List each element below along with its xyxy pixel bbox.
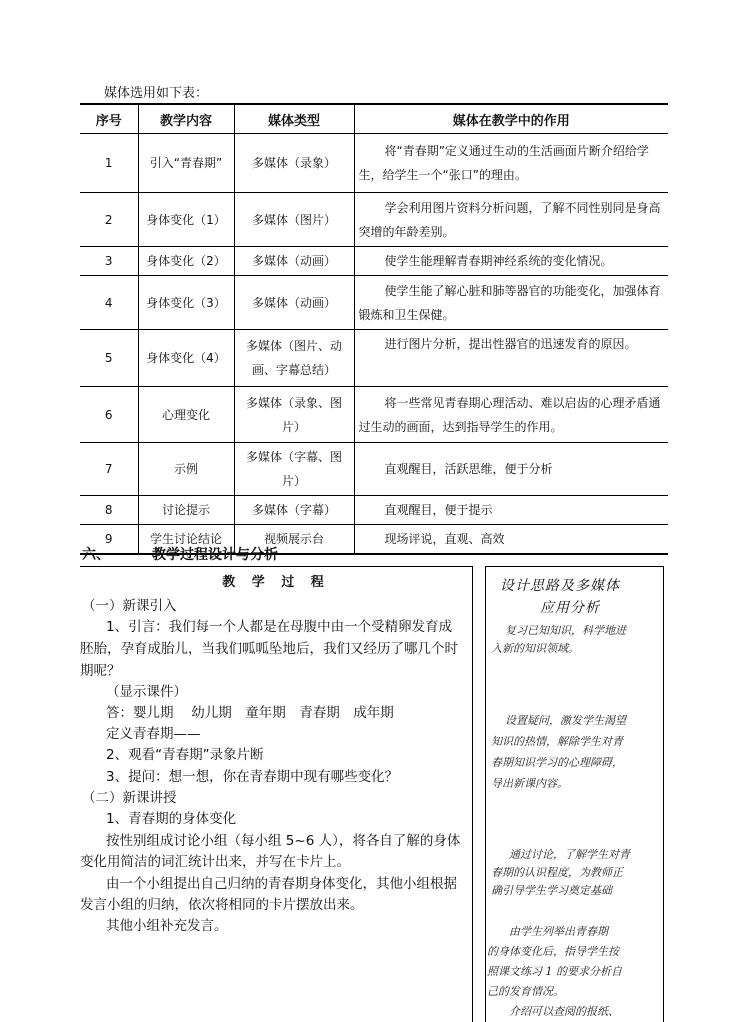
process-line: 1、引言：我们每一个人都是在母腹中由一个受精卵发育成 bbox=[106, 619, 453, 635]
table-row bbox=[80, 193, 668, 247]
table-header-row bbox=[80, 104, 668, 134]
row-no: 9 bbox=[80, 525, 138, 555]
table-row bbox=[80, 247, 668, 276]
process-line: 胚胎，孕育成胎儿，当我们呱呱坠地后，我们又经历了哪几个时 bbox=[80, 641, 458, 657]
analysis-line: 照课文练习 1 的要求分析自 bbox=[487, 965, 622, 978]
row-content: 引入“青春期” bbox=[138, 134, 234, 193]
table-row bbox=[80, 276, 668, 330]
process-line: 2、观看“青春期”录象片断 bbox=[106, 747, 264, 763]
row-role: 将“青春期”定义通过生动的生活画面片断介绍给学生，给学生一个“张口”的理由。 bbox=[354, 134, 668, 193]
row-role: 直观醒目，活跃思维，便于分析 bbox=[354, 443, 668, 496]
row-media: 多媒体（图片、动画、字幕总结） bbox=[234, 330, 354, 387]
analysis-line: 春期的认识程度，为教师正 bbox=[491, 866, 623, 879]
row-role: 将一些常见青春期心理活动、难以启齿的心理矛盾通过生动的画面，达到指导学生的作用。 bbox=[354, 387, 668, 443]
analysis-line: 入新的知识领域。 bbox=[491, 642, 579, 655]
row-content: 讨论提示 bbox=[138, 496, 234, 525]
table-row bbox=[80, 387, 668, 443]
row-content: 身体变化（1） bbox=[138, 193, 234, 247]
analysis-title-line1: 设计思路及多媒体 bbox=[500, 578, 620, 594]
process-line: 按性别组成讨论小组（每小组 5~6 人），将各自了解的身体 bbox=[106, 833, 461, 849]
analysis-line: 导出新课内容。 bbox=[491, 777, 568, 790]
header-media: 媒体类型 bbox=[234, 104, 354, 134]
row-content: 学生讨论结论 bbox=[138, 525, 234, 555]
analysis-line: 知识的热情，解除学生对青 bbox=[491, 735, 623, 748]
process-line: 其他小组补充发言。 bbox=[106, 918, 228, 934]
media-intro: 媒体选用如下表： bbox=[104, 86, 209, 101]
header-no: 序号 bbox=[80, 104, 138, 134]
row-role: 使学生能了解心脏和肺等器官的功能变化，加强体育锻炼和卫生保健。 bbox=[354, 276, 668, 330]
section-heading bbox=[82, 544, 278, 564]
row-content: 身体变化（4） bbox=[138, 330, 234, 387]
row-no: 1 bbox=[80, 134, 138, 193]
row-role: 学会利用图片资料分析问题，了解不同性别同是身高突增的年龄差别。 bbox=[354, 193, 668, 247]
section-number: 六、 bbox=[82, 547, 110, 563]
analysis-line: 由学生列举出青春期 bbox=[509, 925, 608, 938]
analysis-line: 通过讨论，了解学生对青 bbox=[509, 848, 630, 861]
row-content: 示例 bbox=[138, 443, 234, 496]
header-content: 教学内容 bbox=[138, 104, 234, 134]
row-no: 5 bbox=[80, 330, 138, 387]
analysis-line: 的身体变化后，指导学生按 bbox=[487, 945, 619, 958]
process-line: （显示课件） bbox=[106, 684, 187, 700]
row-content: 心理变化 bbox=[138, 387, 234, 443]
process-line: 3、提问：想一想，你在青春期中现有哪些变化？ bbox=[106, 769, 399, 785]
analysis-line: 己的发育情况。 bbox=[487, 985, 564, 998]
row-no: 7 bbox=[80, 443, 138, 496]
process-line: 发言小组的归纳，依次将相同的卡片摆放出来。 bbox=[80, 897, 364, 913]
row-no: 4 bbox=[80, 276, 138, 330]
process-line: 期呢？ bbox=[80, 663, 121, 679]
row-media: 多媒体（录象、图片） bbox=[234, 387, 354, 443]
row-role: 进行图片分析，提出性器官的迅速发育的原因。 bbox=[354, 330, 668, 387]
row-media: 多媒体（字幕、图片） bbox=[234, 443, 354, 496]
analysis-line: 介绍可以查阅的报纸、 bbox=[509, 1005, 619, 1018]
row-media: 多媒体（字幕） bbox=[234, 496, 354, 525]
row-no: 3 bbox=[80, 247, 138, 276]
process-line: 答：婴儿期 幼儿期 童年期 青春期 成年期 bbox=[106, 705, 394, 721]
process-line: （二）新课讲授 bbox=[82, 790, 177, 806]
row-role: 使学生能理解青春期神经系统的变化情况。 bbox=[354, 247, 668, 276]
table-row bbox=[80, 134, 668, 193]
analysis-line: 复习已知知识，科学地进 bbox=[505, 624, 626, 637]
analysis-title-line2: 应用分析 bbox=[540, 600, 600, 616]
row-media: 多媒体（动画） bbox=[234, 247, 354, 276]
analysis-line: 确引导学生学习奠定基础 bbox=[491, 884, 612, 897]
analysis-line: 春期知识学习的心理障碍， bbox=[491, 756, 623, 769]
process-title: 教 学 过 程 bbox=[222, 575, 330, 590]
table-row bbox=[80, 496, 668, 525]
row-media: 多媒体（图片） bbox=[234, 193, 354, 247]
process-line: 变化用简洁的词汇统计出来，并写在卡片上。 bbox=[80, 854, 350, 870]
row-media: 多媒体（动画） bbox=[234, 276, 354, 330]
row-media: 视频展示台 bbox=[234, 525, 354, 555]
section-title: 教学过程设计与分析 bbox=[152, 547, 278, 563]
row-media: 多媒体（录象） bbox=[234, 134, 354, 193]
row-content: 身体变化（2） bbox=[138, 247, 234, 276]
row-no: 2 bbox=[80, 193, 138, 247]
table-row bbox=[80, 330, 668, 387]
analysis-line: 设置疑问，激发学生渴望 bbox=[505, 714, 626, 727]
row-no: 6 bbox=[80, 387, 138, 443]
process-line: 由一个小组提出自己归纳的青春期身体变化，其他小组根据 bbox=[106, 876, 457, 892]
row-no: 8 bbox=[80, 496, 138, 525]
row-role: 现场评说，直观、高效 bbox=[354, 525, 668, 555]
media-table bbox=[80, 103, 668, 555]
row-role: 直观醒目，便于提示 bbox=[354, 496, 668, 525]
header-role: 媒体在教学中的作用 bbox=[354, 104, 668, 134]
process-line: 定义青春期—— bbox=[106, 726, 201, 742]
table-row bbox=[80, 443, 668, 496]
row-content: 身体变化（3） bbox=[138, 276, 234, 330]
process-line: 1、青春期的身体变化 bbox=[106, 811, 237, 827]
process-line: （一）新课引入 bbox=[82, 598, 177, 614]
